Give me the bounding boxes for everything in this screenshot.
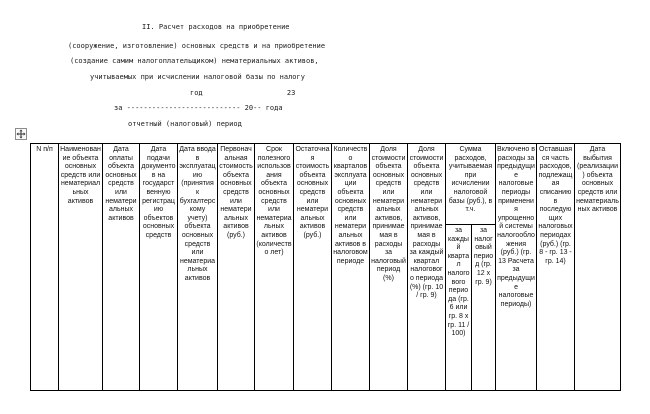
heading-line-4: учитываемых при исчислении налоговой базы по налогу [90,73,305,81]
heading-line-2: (сооружение, изготовление) основных средств и на приобретение [68,42,326,50]
header-cell-disposal-date: Дата выбытия (реализации) объекта основных средств или нематериальных активов [575,144,621,391]
expense-calculation-table [30,143,621,391]
header-cell-quarters-count: Количество кварталов эксплуатации объекта основных средств или нематериальных активов в налоговом периоде [332,144,370,391]
table-move-handle[interactable] [15,128,27,140]
header-cell-useful-life: Срок полезного использования объекта основных средств или нематериальных активов (количество лет) [255,144,294,391]
header-cell-commissioning-date: Дата ввода в эксплуатацию (принятия к бухгалтерскому учету) объекта основных средств или нематериальных активов [178,144,218,391]
header-cell-per-period: за налоговый период (гр. 12 x гр. 9) [472,225,496,391]
header-cell-row-number: N п/п [31,144,59,391]
header-cell-initial-cost: Первоначальная стоимость объекта основных средств или нематериальных активов (руб.) [218,144,255,391]
header-cell-period-share: Доля стоимости объекта основных средств или нематериальных активов, принимаемая в расходы за налоговый период (%) [370,144,408,391]
header-cell-quarter-share: Доля стоимости объекта основных средств или нематериальных активов, принимаемая в расходы за каждый квартал налогового периода (%) (гр. 10 / гр. 9) [408,144,446,391]
move-arrows-icon [16,129,26,139]
heading-line-section-title: II. Расчет расходов на приобретение [142,23,290,31]
header-cell-registration-date: Дата подачи документов на государственную регистрацию объектов основных средств [140,144,178,391]
heading-line-3: (создание самим налогоплательщиком) нематериальных активов, [70,57,319,65]
header-cell-asset-name: Наименование объекта основных средств или нематериальных активов [59,144,103,391]
heading-line-period-caption: отчетный (налоговый) период [128,120,242,128]
header-cell-residual-value: Остаточная стоимость объекта основных средств или нематериальных активов (руб.) [294,144,332,391]
heading-line-year: год 23 [190,89,296,97]
header-cell-expense-sum: Сумма расходов, учитываемая при исчислении налоговой базы (руб.), в т.ч. [446,144,496,225]
header-cell-per-quarter: за каждый квартал налогового периода (гр. 6 или гр. 8 x гр. 11 / 100) [446,225,472,391]
header-cell-remaining-expenses: Оставшаяся часть расходов, подлежащая списанию в последующих налоговых периодах (руб.) (гр. 8 - гр. 13 - гр. 14) [537,144,575,391]
header-cell-payment-date: Дата оплаты объекта основных средств или нематериальных активов [103,144,140,391]
heading-line-period: за --------------------------- 20-- года [114,104,283,112]
header-cell-previous-periods: Включено в расходы за предыдущие налоговые периоды применения упрощенной системы налогообложения (руб.) (гр. 13 Расчета за предыдущие налоговые периоды) [496,144,537,391]
